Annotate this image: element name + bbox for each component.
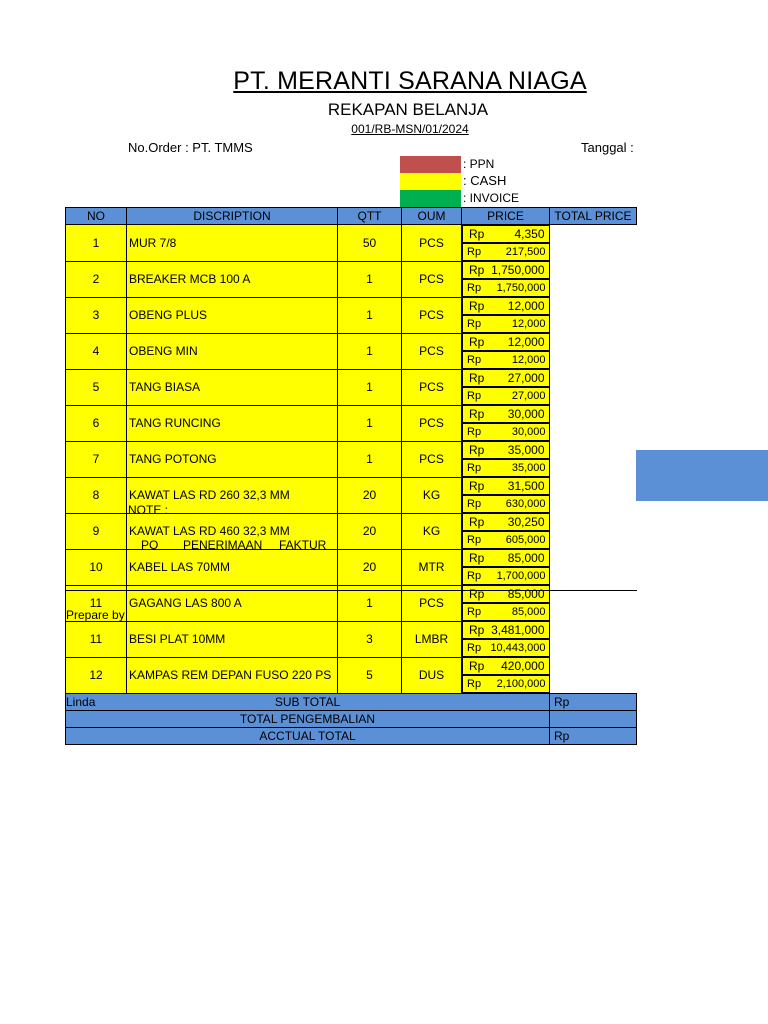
- row-uom: PCS: [402, 369, 462, 405]
- row-description: BREAKER MCB 100 A: [127, 261, 338, 297]
- row-qty: 5: [338, 657, 402, 694]
- table-row: [66, 225, 637, 262]
- row-description: KAWAT LAS RD 260 32,3 MM: [127, 477, 338, 513]
- price-currency: Rp: [469, 479, 485, 493]
- price-currency: Rp: [469, 299, 485, 313]
- row-no: 1: [66, 225, 127, 262]
- row-qty: 1: [338, 333, 402, 369]
- row-no: 12: [66, 657, 127, 694]
- row-price: [462, 405, 550, 423]
- row-no: 2: [66, 261, 127, 297]
- price-currency: Rp: [469, 587, 485, 601]
- row-total: [462, 603, 550, 621]
- row-qty: 20: [338, 477, 402, 513]
- row-description: KABEL LAS 70MM: [127, 549, 338, 585]
- total-currency: Rp: [467, 678, 482, 690]
- note-label: NOTE :: [128, 503, 169, 517]
- document-subtitle: REKAPAN BELANJA: [327, 100, 489, 119]
- row-total: [462, 279, 550, 297]
- row-total: [462, 243, 550, 261]
- total-currency: Rp: [467, 282, 482, 294]
- row-uom: LMBR: [402, 621, 462, 657]
- row-price: [462, 297, 550, 315]
- price-value: 35,000: [507, 443, 545, 457]
- total-value: 630,000: [505, 498, 546, 510]
- row-price: [462, 333, 550, 351]
- table-row: [66, 441, 637, 477]
- row-description: OBENG MIN: [127, 333, 338, 369]
- total-value: 1,750,000: [496, 282, 546, 294]
- note-po: PO: [141, 538, 159, 552]
- total-currency: Rp: [467, 642, 482, 654]
- total-value: 2,100,000: [496, 678, 546, 690]
- price-value: 27,000: [507, 371, 545, 385]
- preparer-name: Linda: [66, 695, 96, 709]
- row-no: 4: [66, 333, 127, 369]
- price-value: 420,000: [501, 659, 545, 673]
- legend-label-ppn: : PPN: [463, 157, 495, 171]
- row-no: 10: [66, 549, 127, 585]
- row-qty: 1: [338, 297, 402, 333]
- row-total: [462, 423, 550, 441]
- row-total: [462, 387, 550, 405]
- row-price: [462, 441, 550, 459]
- total-value: 12,000: [511, 354, 546, 366]
- total-value: 27,000: [511, 390, 546, 402]
- table-row: [66, 405, 637, 441]
- return-row-value: [550, 711, 637, 728]
- price-value: 12,000: [507, 299, 545, 313]
- legend-swatch-cash: [400, 173, 461, 190]
- row-description: GAGANG LAS 800 A: [127, 585, 338, 621]
- price-value: 12,000: [507, 335, 545, 349]
- price-currency: Rp: [469, 515, 485, 529]
- row-no: 9: [66, 513, 127, 549]
- total-currency: Rp: [467, 426, 482, 438]
- row-total: [462, 639, 550, 657]
- table-row: [66, 333, 637, 369]
- price-value: 30,250: [507, 515, 545, 529]
- row-no: 3: [66, 297, 127, 333]
- price-value: 31,500: [507, 479, 545, 493]
- table-row: [66, 369, 637, 405]
- row-qty: 1: [338, 585, 402, 621]
- column-header-price: PRICE: [462, 208, 550, 225]
- actual-total-row-value: Rp: [550, 728, 637, 745]
- total-currency: Rp: [467, 318, 482, 330]
- total-value: 605,000: [505, 534, 546, 546]
- price-value: 3,481,000: [491, 623, 545, 637]
- table-row: [66, 297, 637, 333]
- price-value: 85,000: [507, 587, 545, 601]
- row-price: [462, 621, 550, 639]
- row-no: 7: [66, 441, 127, 477]
- total-currency: Rp: [467, 534, 482, 546]
- column-header-no: NO: [66, 208, 127, 225]
- legend-swatch-ppn: [400, 156, 461, 173]
- document-number: 001/RB-MSN/01/2024: [351, 122, 469, 136]
- price-value: 1,750,000: [491, 263, 545, 277]
- price-value: 30,000: [507, 407, 545, 421]
- price-currency: Rp: [469, 407, 485, 421]
- date-label: Tanggal :: [581, 140, 634, 155]
- row-price: [462, 225, 550, 243]
- price-value: 4,350: [514, 227, 545, 241]
- price-currency: Rp: [469, 443, 485, 457]
- row-description: MUR 7/8: [127, 225, 338, 262]
- total-value: 10,443,000: [490, 642, 546, 654]
- row-uom: PCS: [402, 405, 462, 441]
- row-uom: MTR: [402, 549, 462, 585]
- row-price: [462, 657, 550, 675]
- total-value: 30,000: [511, 426, 546, 438]
- row-qty: 1: [338, 369, 402, 405]
- actual-total-row: [66, 728, 637, 745]
- order-label: No.Order : PT. TMMS: [128, 140, 253, 155]
- row-total: [462, 351, 550, 369]
- row-total: [462, 315, 550, 333]
- row-price: [462, 261, 550, 279]
- row-price: [462, 477, 550, 495]
- total-value: 85,000: [511, 606, 546, 618]
- total-currency: Rp: [467, 354, 482, 366]
- table-header-row: [66, 208, 637, 225]
- subtotal-row-label: SUB TOTAL: [66, 694, 550, 711]
- subtotal-row-value: Rp: [550, 694, 637, 711]
- row-uom: PCS: [402, 441, 462, 477]
- total-currency: Rp: [467, 390, 482, 402]
- row-description: OBENG PLUS: [127, 297, 338, 333]
- price-currency: Rp: [469, 335, 485, 349]
- row-uom: DUS: [402, 657, 462, 694]
- price-currency: Rp: [469, 371, 485, 385]
- note-faktur: FAKTUR: [279, 538, 327, 552]
- row-no: 5: [66, 369, 127, 405]
- row-qty: 20: [338, 549, 402, 585]
- table-row: [66, 657, 637, 694]
- row-no: 11: [66, 621, 127, 657]
- row-description: KAWAT LAS RD 460 32,3 MM: [127, 513, 338, 549]
- return-row: [66, 711, 637, 728]
- row-qty: 20: [338, 513, 402, 549]
- row-qty: 1: [338, 261, 402, 297]
- row-total: [462, 675, 550, 693]
- column-header-uom: OUM: [402, 208, 462, 225]
- total-currency: Rp: [467, 570, 482, 582]
- row-uom: PCS: [402, 585, 462, 621]
- column-header-description: DISCRIPTION: [127, 208, 338, 225]
- total-value: 35,000: [511, 462, 546, 474]
- row-no: 8: [66, 477, 127, 513]
- prepared-by-label: Prepare by: [66, 608, 125, 622]
- column-header-total-price: TOTAL PRICE: [550, 208, 637, 225]
- legend-label-invoice: : INVOICE: [463, 191, 520, 205]
- table-row: [66, 621, 637, 657]
- price-currency: Rp: [469, 659, 485, 673]
- note-penerimaan: PENERIMAAN: [183, 538, 263, 552]
- total-currency: Rp: [467, 246, 482, 258]
- purchase-table: [65, 207, 637, 745]
- row-uom: KG: [402, 477, 462, 513]
- price-currency: Rp: [469, 227, 485, 241]
- total-currency: Rp: [467, 606, 482, 618]
- summary-fill-extension: [636, 450, 768, 501]
- price-currency: Rp: [469, 263, 485, 277]
- total-currency: Rp: [467, 498, 482, 510]
- row-uom: PCS: [402, 261, 462, 297]
- row-no: 11: [66, 585, 127, 621]
- return-row-label: TOTAL PENGEMBALIAN: [66, 711, 550, 728]
- legend-label-cash: : CASH: [463, 173, 507, 188]
- row-uom: PCS: [402, 333, 462, 369]
- legend-swatch-invoice: [400, 190, 461, 207]
- row-no: 6: [66, 405, 127, 441]
- row-uom: PCS: [402, 297, 462, 333]
- row-description: TANG POTONG: [127, 441, 338, 477]
- row-description: TANG RUNCING: [127, 405, 338, 441]
- column-header-qty: QTT: [338, 208, 402, 225]
- price-value: 85,000: [507, 551, 545, 565]
- price-currency: Rp: [469, 551, 485, 565]
- row-qty: 1: [338, 441, 402, 477]
- company-title: PT. MERANTI SARANA NIAGA: [233, 67, 587, 95]
- actual-total-row-label: ACCTUAL TOTAL: [66, 728, 550, 745]
- row-qty: 50: [338, 225, 402, 262]
- row-qty: 1: [338, 405, 402, 441]
- row-qty: 3: [338, 621, 402, 657]
- total-currency: Rp: [467, 462, 482, 474]
- row-price: [462, 369, 550, 387]
- total-value: 1,700,000: [496, 570, 546, 582]
- table-row: [66, 261, 637, 297]
- total-value: 217,500: [505, 246, 546, 258]
- subtotal-row: [66, 694, 637, 711]
- row-uom: PCS: [402, 225, 462, 262]
- row-description: BESI PLAT 10MM: [127, 621, 338, 657]
- price-currency: Rp: [469, 623, 485, 637]
- total-value: 12,000: [511, 318, 546, 330]
- row-description: TANG BIASA: [127, 369, 338, 405]
- row-total: [462, 459, 550, 477]
- row-description: KAMPAS REM DEPAN FUSO 220 PS: [127, 657, 338, 694]
- row-uom: KG: [402, 513, 462, 549]
